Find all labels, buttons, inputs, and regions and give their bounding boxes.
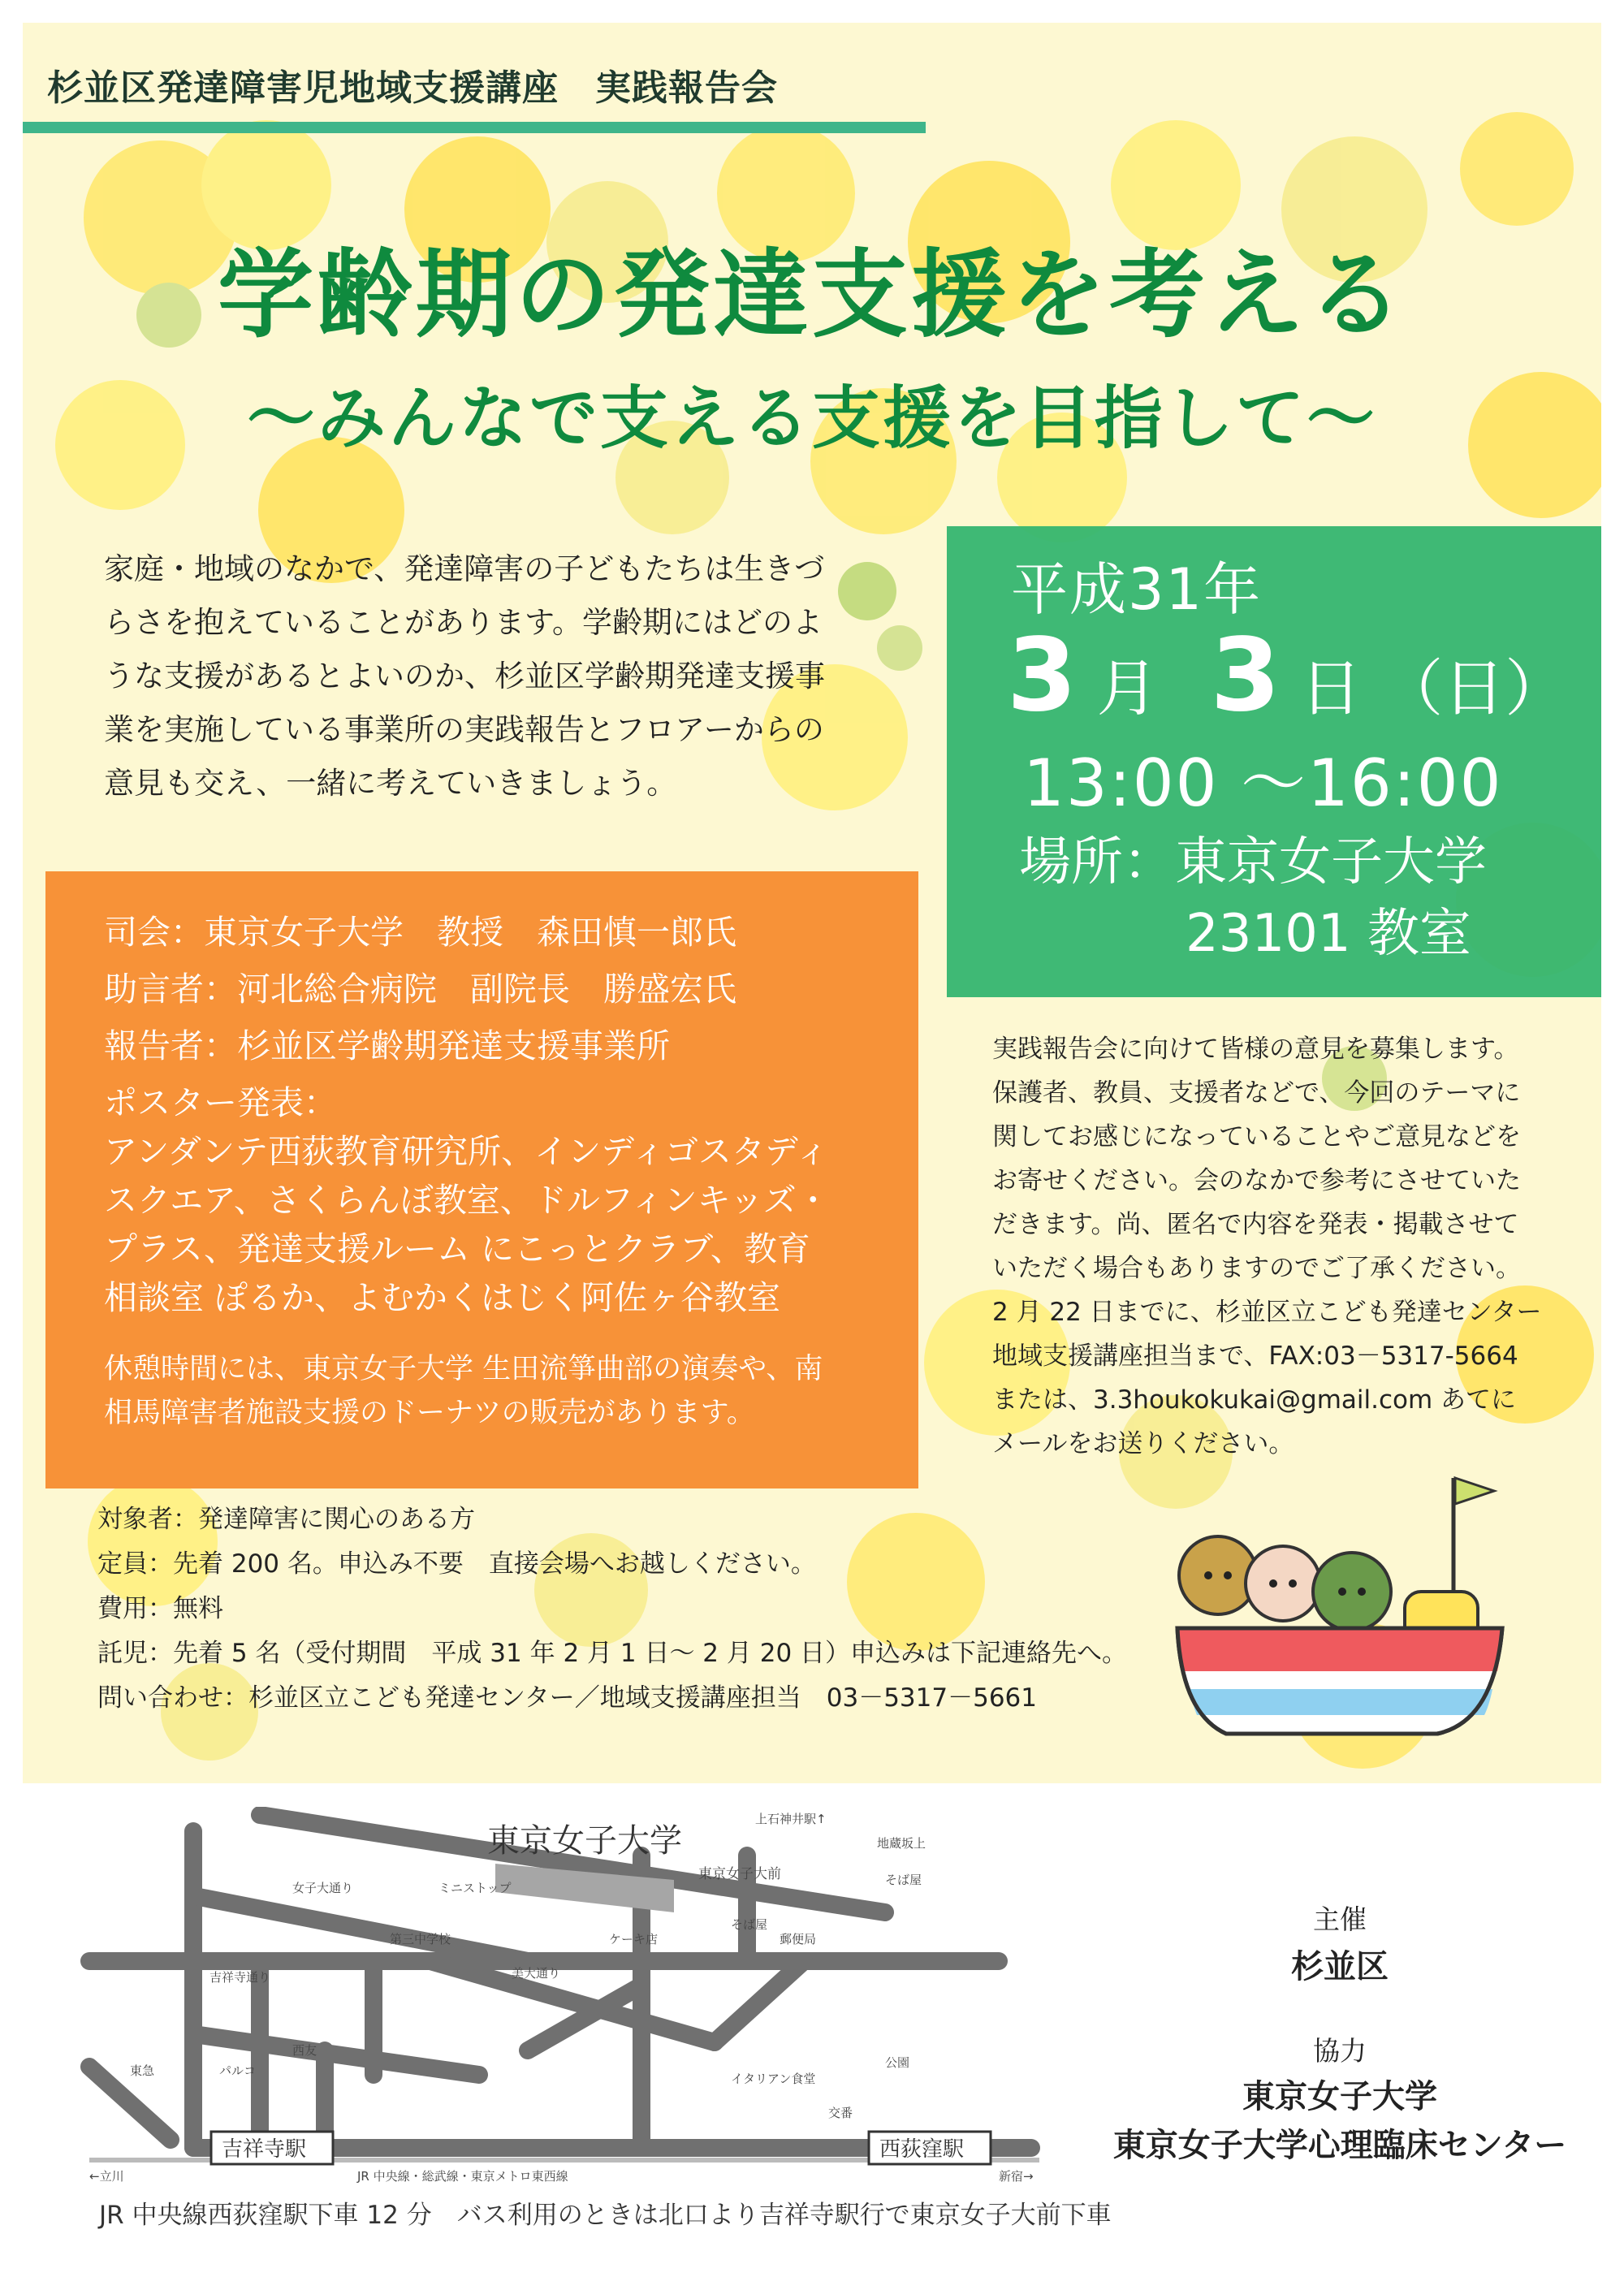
poster-line: アンダンテ西荻教育研究所、インディゴスタディ xyxy=(104,1132,829,1171)
event-weekday: （日） xyxy=(1381,652,1567,724)
map-station: 吉祥寺駅 xyxy=(222,2137,307,2162)
map-label: 交番 xyxy=(828,2106,853,2120)
break-line: 休憩時間には、東京女子大学 生田流箏曲部の演奏や、南 xyxy=(104,1353,823,1385)
cooperation-1: 東京女子大学 xyxy=(1242,2078,1437,2115)
map-label: JR 中央線・総武線・東京メトロ東西線 xyxy=(357,2169,568,2184)
opinion-line: いただく場合もありますのでご了承ください。 xyxy=(992,1254,1521,1283)
day-unit: 日 xyxy=(1300,652,1363,724)
opinion-line: だきます。尚、匿名で内容を発表・掲載させて xyxy=(992,1210,1519,1239)
map-label: 吉祥寺通り xyxy=(209,1970,271,1985)
map-label: 第三中学校 xyxy=(390,1932,451,1946)
map-label: そば屋 xyxy=(885,1873,922,1887)
poster-line: 相談室 ぽるか、よむかくはじく阿佐ヶ谷教室 xyxy=(104,1278,781,1317)
opinion-line: または、3.3houkokukai@gmail.com あてに xyxy=(992,1385,1517,1415)
event-place: 場所：東京女子大学 xyxy=(1019,832,1487,892)
access-note: JR 中央線西荻窪駅下車 12 分 バス利用のときは北口より吉祥寺駅行で東京女子大前下車 xyxy=(99,2201,1112,2230)
event-date xyxy=(1007,617,1566,734)
map-label: イタリアン食堂 xyxy=(731,2072,816,2086)
intro-line: 意見も交え、一緒に考えていきましょう。 xyxy=(104,766,677,801)
map-road xyxy=(195,1896,528,1961)
map-road xyxy=(715,1961,804,2042)
main-title: 学齢期の発達支援を考える xyxy=(217,239,1406,351)
moderator: 司会：東京女子大学 教授 森田慎一郎氏 xyxy=(104,913,736,952)
map-label: 西友 xyxy=(292,2043,317,2058)
opinion-line: 実践報告会に向けて皆様の意見を募集します。 xyxy=(992,1035,1519,1064)
map-label: 東京女子大前 xyxy=(698,1866,781,1882)
map-university: 東京女子大学 xyxy=(487,1822,682,1860)
map-label: 地蔵坂上 xyxy=(877,1836,926,1851)
map-label: 郵便局 xyxy=(780,1932,817,1946)
intro-line: らさを抱えていることがあります。学齢期にはどのよ xyxy=(104,605,823,640)
event-year: 平成31年 xyxy=(1011,556,1263,623)
opinion-line: 地域支援講座担当まで、FAX:03－5317-5664 xyxy=(992,1342,1518,1371)
intro-line: 業を実施している事業所の実践報告とフロアーからの xyxy=(104,712,824,747)
break-line: 相馬障害者施設支援のドーナツの販売があります。 xyxy=(104,1397,755,1429)
month-unit: 月 xyxy=(1096,652,1159,724)
fee: 費用：無料 xyxy=(97,1594,223,1623)
access-map xyxy=(73,1807,1064,2188)
poster-heading: ポスター発表： xyxy=(104,1083,337,1122)
intro-text xyxy=(104,542,851,810)
contact: 問い合わせ：杉並区立こども発達センター／地域支援講座担当 03－5317－5661 xyxy=(97,1683,1037,1713)
map-station: 西荻窪駅 xyxy=(879,2137,965,2162)
event-room: 23101 教室 xyxy=(1186,904,1471,964)
subtitle: ～みんなで支える支援を目指して～ xyxy=(246,378,1377,458)
poster-line: スクエア、さくらんぼ教室、ドルフィンキッズ・ xyxy=(104,1181,830,1220)
host-name: 杉並区 xyxy=(1291,1948,1389,1985)
map-label: 美大通り xyxy=(512,1966,561,1981)
map-label: ミニストップ xyxy=(438,1881,512,1895)
map-label: 女子大通り xyxy=(292,1881,354,1895)
target-audience: 対象者：発達障害に関心のある方 xyxy=(97,1505,475,1534)
map-label: 上石神井駅↑ xyxy=(755,1812,827,1826)
map-label: ケーキ店 xyxy=(609,1932,659,1946)
opinion-line: お寄せください。会のなかで参考にさせていた xyxy=(992,1166,1521,1195)
childcare: 託児：先着 5 名（受付期間 平成 31 年 2 月 1 日～ 2 月 20 日）申込みは下記連絡先へ。 xyxy=(97,1639,1128,1668)
intro-line: 家庭・地域のなかで、発達障害の子どもたちは生きづ xyxy=(104,551,825,586)
poster-line: プラス、発達支援ルーム にこっとクラブ、教育 xyxy=(104,1229,810,1268)
map-label: ←立川 xyxy=(89,2169,124,2184)
boat-mascot-illustration xyxy=(1169,1454,1510,1746)
header-label: 杉並区発達障害児地域支援講座 実践報告会 xyxy=(47,67,778,109)
opinion-line: 関してお感じになっていることやご意見などを xyxy=(992,1122,1521,1151)
capacity: 定員：先着 200 名。申込み不要 直接会場へお越しください。 xyxy=(97,1549,816,1579)
intro-line: うな支援があるとよいのか、杉並区学齢期発達支援事 xyxy=(104,659,825,693)
cooperation-label: 協力 xyxy=(1313,2035,1367,2067)
opinion-line: メールをお送りください。 xyxy=(992,1429,1294,1458)
event-day: 3 xyxy=(1210,617,1281,734)
event-month: 3 xyxy=(1007,617,1078,734)
reporter: 報告者：杉並区学齢期発達支援事業所 xyxy=(104,1026,670,1065)
call-for-opinions xyxy=(992,1027,1577,1466)
map-label: 公園 xyxy=(885,2055,910,2070)
map-label: 東急 xyxy=(130,2063,155,2078)
header-underline xyxy=(23,122,926,133)
advisor: 助言者：河北総合病院 副院長 勝盛宏氏 xyxy=(104,970,736,1009)
map-label: そば屋 xyxy=(731,1917,768,1932)
host-label: 主催 xyxy=(1313,1903,1367,1935)
map-label: 新宿→ xyxy=(999,2169,1034,2184)
opinion-line: 保護者、教員、支援者などで、今回のテーマに xyxy=(992,1078,1521,1108)
opinion-line: 2 月 22 日までに、杉並区立こども発達センター xyxy=(992,1298,1542,1327)
cooperation-2: 東京女子大学心理臨床センター xyxy=(1112,2127,1567,2164)
map-label: パルコ xyxy=(219,2063,257,2078)
event-time: 13:00 ～16:00 xyxy=(1023,745,1503,821)
